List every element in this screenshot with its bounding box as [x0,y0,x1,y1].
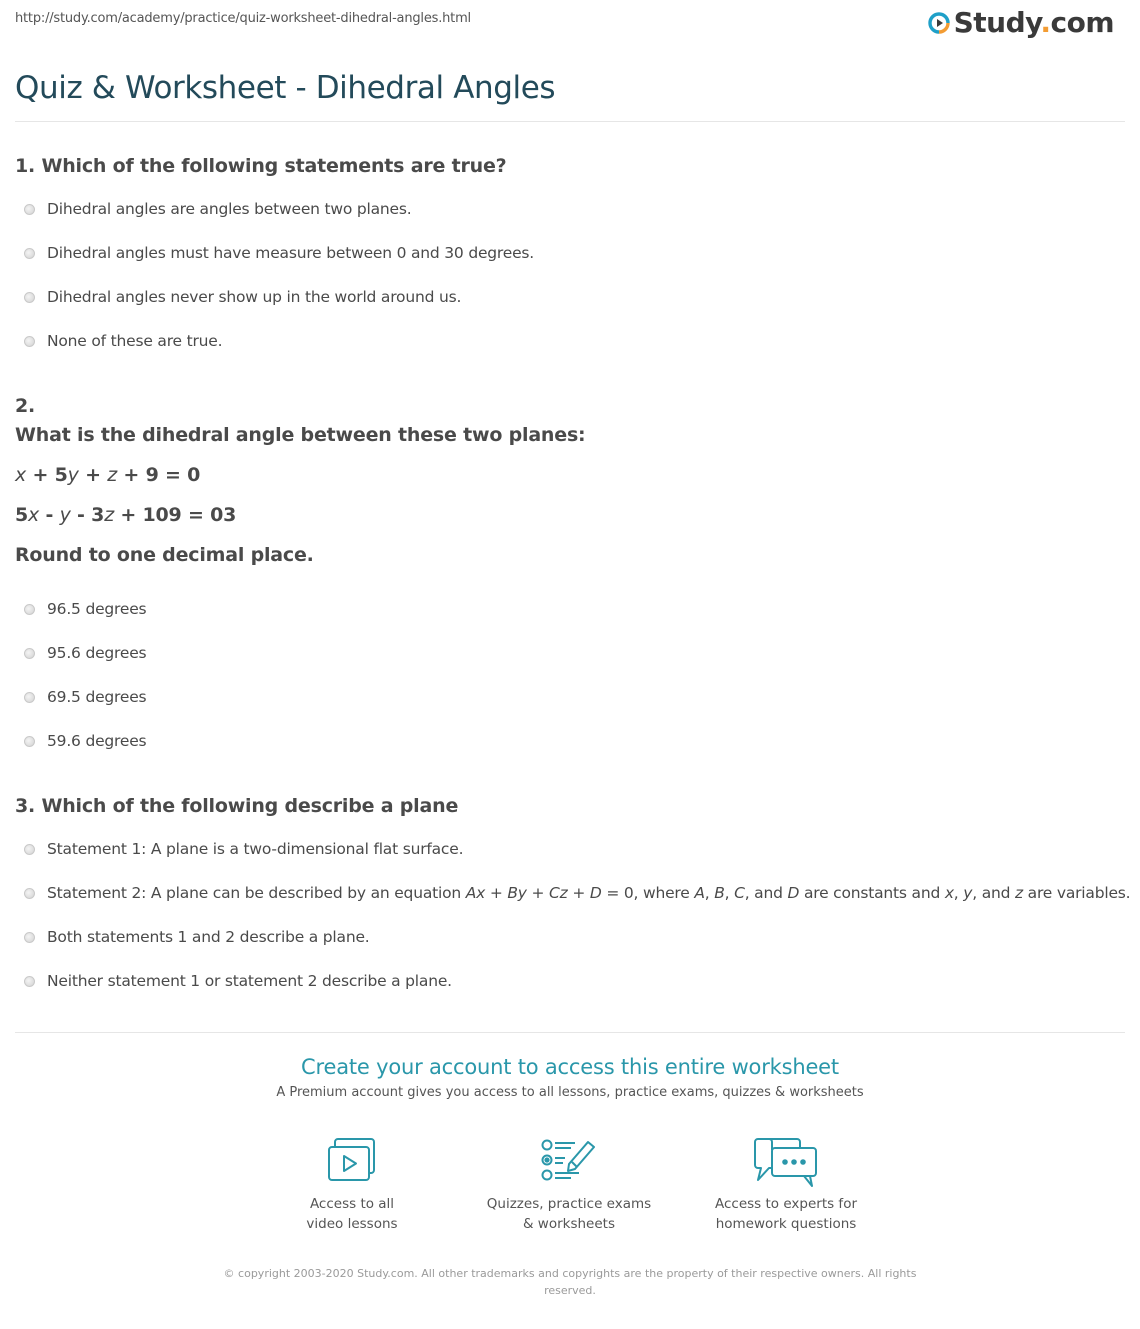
option-label: 59.6 degrees [47,732,147,750]
feature-label-line: homework questions [715,1216,857,1232]
radio-button[interactable] [24,604,35,615]
copyright-notice: © copyright 2003-2020 Study.com. All other trademarks and copyrights are the property of their respective owners. All rights reserved. [223,1267,917,1297]
radio-button[interactable] [24,648,35,659]
cta-subtitle: A Premium account gives you access to all lessons, practice exams, quizzes & worksheets [276,1085,864,1100]
radio-button[interactable] [24,248,35,259]
option-label: None of these are true. [47,332,223,350]
radio-button[interactable] [24,844,35,855]
option-label: Dihedral angles never show up in the world around us. [47,288,462,306]
feature-label-line: & worksheets [522,1216,615,1232]
study-logo-icon [928,12,950,34]
q2-option-2[interactable] [24,644,146,662]
feature-experts [686,1138,886,1234]
q3-option-3[interactable] [24,928,370,946]
q3-option-2[interactable] [24,884,1130,902]
option-label: Statement 1: A plane is a two-dimensional flat surface. [47,840,464,858]
page-url: http://study.com/academy/practice/quiz-worksheet-dihedral-angles.html [15,11,471,26]
feature-label-line: Access to experts for [714,1196,857,1212]
q2-option-3[interactable] [24,688,146,706]
question-1-heading: 1. Which of the following statements are true? [15,155,507,177]
chat-bubbles-icon [754,1138,818,1188]
radio-button[interactable] [24,976,35,987]
study-logo[interactable] [928,8,1114,38]
q1-option-1[interactable] [24,200,411,218]
option-label: Neither statement 1 or statement 2 describe a plane. [47,972,452,990]
radio-button[interactable] [24,736,35,747]
q1-option-3[interactable] [24,288,461,306]
option-label: Dihedral angles are angles between two planes. [47,200,412,218]
question-2-equation-1: x + 5y + z + 9 = 0 [15,464,201,486]
radio-button[interactable] [24,336,35,347]
radio-button[interactable] [24,292,35,303]
option-label: 95.6 degrees [47,644,147,662]
quiz-checklist-icon [541,1138,597,1182]
video-lessons-icon [326,1138,378,1182]
option-label: 69.5 degrees [47,688,147,706]
radio-button[interactable] [24,932,35,943]
q3-option-4[interactable] [24,972,452,990]
feature-video-lessons [252,1138,452,1234]
radio-button[interactable] [24,888,35,899]
q2-option-4[interactable] [24,732,146,750]
feature-label-line: Quizzes, practice exams [486,1196,652,1212]
question-3-heading: 3. Which of the following describe a plane [15,795,459,817]
radio-button[interactable] [24,204,35,215]
radio-button[interactable] [24,692,35,703]
option-label: 96.5 degrees [47,600,147,618]
title-divider [15,121,1125,122]
q1-option-2[interactable] [24,244,534,262]
feature-label-line: Access to all [309,1196,395,1212]
section-divider [15,1032,1125,1033]
option-label: Statement 2: A plane can be described by an equation Ax + By + Cz + D = 0, where A, B, C, and D are constants and x, y, and z are variables. [47,884,1131,902]
option-label: Dihedral angles must have measure between 0 and 30 degrees. [47,244,535,262]
q3-option-1[interactable] [24,840,463,858]
option-label: Both statements 1 and 2 describe a plane. [47,928,370,946]
question-2-number: 2. [15,395,36,417]
question-2-prompt: What is the dihedral angle between these two planes: [15,424,586,446]
create-account-link[interactable]: Create your account to access this entire worksheet [301,1055,839,1079]
feature-label-line: video lessons [306,1216,398,1232]
q1-option-4[interactable] [24,332,222,350]
q2-option-1[interactable] [24,600,146,618]
question-2-equation-2: 5x - y - 3z + 109 = 03 [15,504,237,526]
feature-quizzes [469,1138,669,1234]
page-title: Quiz & Worksheet - Dihedral Angles [15,70,556,106]
logo-wordmark: Study.com [953,6,1114,39]
question-2-instruction: Round to one decimal place. [15,544,314,566]
